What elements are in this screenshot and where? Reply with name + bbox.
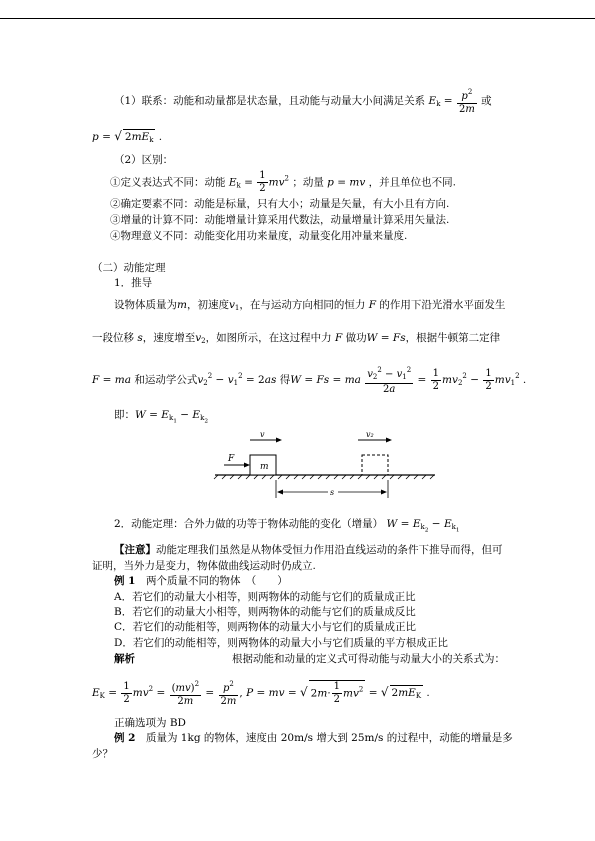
v1-arrowhead (276, 438, 282, 443)
difference-item-3: ③增量的计算不同：动能增量计算采用代数法，动量增量计算采用矢量法. (110, 214, 450, 226)
motion-diagram (210, 428, 450, 508)
relation-line: （1）联系：动能和动量都是状态量，且动能与动量大小间满足关系 $E_k$ = $\frac{p^2}{2m}$ 或 (114, 88, 492, 115)
example-2-line-2: 少？ (92, 748, 113, 760)
difference-heading: （2）区别： (114, 154, 174, 166)
example-1-formula: $E_K$ = $\frac{1}{2}$ $mv^2$ = $\frac{(mv)^2}{2m}$ = $\frac{p^2}{2m}$ , P = mv = √ 2m· $\frac{1}{2}$ $mv^2$ = √ $2mE_K$ . (92, 680, 430, 707)
example-2-line-1: 例 2 质量为 1kg 的物体，速度由 20m/s 增大到 25m/s 的过程中，动能的增量是多 (114, 732, 513, 744)
section-title: （二）动能定理 (92, 262, 166, 274)
fraction-p2-over-2m: $\frac{p^2}{2m}$ (458, 88, 475, 115)
force-arrowhead (244, 463, 250, 468)
subsection-derivation: 1．推导 (114, 277, 153, 289)
block-m-label: m (260, 462, 269, 472)
note-line-1: 【注意】动能定理我们虽然是从物体受恒力作用沿直线运动的条件下推导而得，但可 (114, 544, 503, 556)
relation-line-2: p = √ $2mE_k$ . (92, 129, 162, 147)
note-line-2: 证明，当外力是变力，物体做曲线运动时仍成立. (92, 560, 316, 572)
derivation-line-1: 设物体质量为m，初速度$v_1$，在与运动方向相同的恒力 F 的作用下沿光滑水平面发生 (114, 299, 506, 312)
difference-item-4: ④物理意义不同：动能变化用功来量度，动量变化用冲量来量度. (110, 230, 408, 242)
fraction-v-squared: $\frac{v_2^2 - v_1^2}{2a}$ (367, 366, 412, 395)
v1-label: v (260, 430, 265, 439)
work-result-line: 即：$W = E_{k_1} - E_{k_2}$ (114, 409, 209, 425)
v2-arrowhead (386, 438, 392, 443)
v2-label: v₂ (366, 430, 374, 439)
force-label: F (228, 454, 235, 464)
header-rule (0, 18, 595, 19)
example-1-option-c: C．若它们的动能相等，则两物体的动量大小与它们的质量成正比 (114, 621, 417, 633)
theorem-line: 2．动能定理：合外力做的功等于物体动能的变化（增量） $W = E_{k_2} - E_{k_1}$ (114, 518, 460, 534)
example-1-option-a: A．若它们的动量大小相等，则两物体的动能与它们的质量成正比 (114, 591, 416, 603)
example-1-option-d: D．若它们的动能相等，则两物体的动量大小与它们质量的平方根成正比 (114, 637, 448, 649)
example-1-analysis: 解析 根据动能和动量的定义式可得动能与动量大小的关系式为： (114, 653, 505, 665)
difference-item-1: ①定义表达式不同：动能 $E_k$ = $\frac{1}{2}$ $mv^2$ ；动量 p = mv ，并且单位也不同. (110, 170, 456, 194)
fraction-one-half: $\frac{1}{2}$ (259, 170, 266, 194)
example-1-option-b: B．若它们的动量大小相等，则两物体的动能与它们的质量成反比 (114, 606, 416, 618)
ground-hatch (214, 475, 434, 479)
difference-item-2: ②确定要素不同：动能是标量，只有大小；动量是矢量，有大小且有方向. (110, 198, 450, 210)
derivation-line-2: 一段位移 s，速度增至$v_2$，如图所示，在这过程中力 F 做功W = Fs，根据牛顿第二定律 (92, 332, 501, 345)
example-1-answer: 正确选项为 BD (114, 717, 186, 729)
block-m-final (362, 455, 388, 475)
disp-label: s (330, 488, 335, 497)
derivation-line-3: F = ma 和运动学公式$v_2^2 - v_1^2 = 2as$ 得W = Fs = ma $\frac{v_2^2 - v_1^2}{2a}$ = $\frac{1}{2}$ $mv_2^2$ − $\frac{1}{2}$ $mv_1^2$ . (92, 366, 527, 395)
example-1-question: 例 1 两个质量不同的物体 （ ） (114, 575, 288, 587)
